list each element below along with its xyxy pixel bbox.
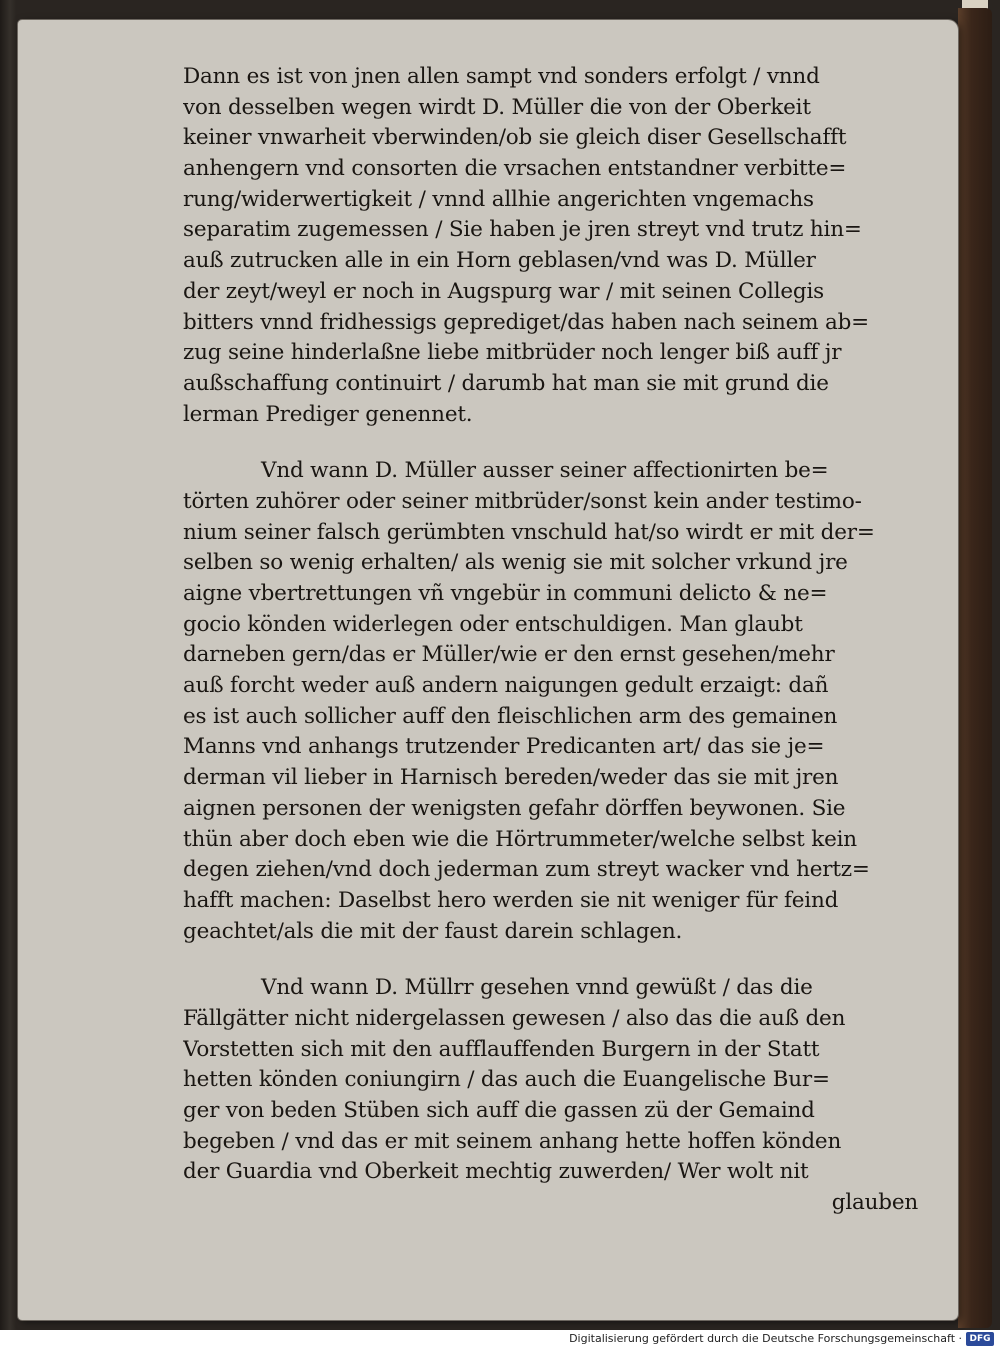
text-line: ger von beden Stüben sich auff die gassen zü der Gemaind — [183, 1098, 815, 1123]
text-line: Fällgätter nicht nidergelassen gewesen / also das die auß den — [183, 1005, 846, 1031]
text-line: Manns vnd anhangs trutzender Predicanten art/ das sie je= — [183, 734, 825, 760]
paragraph-1 — [183, 62, 918, 430]
text-line: lerman Prediger genennet. — [183, 401, 473, 427]
text-line: auß zutrucken alle in ein Horn geblasen/vnd was D. Müller — [183, 248, 816, 274]
text-line: Vnd wann D. Müllrr gesehen vnnd gewüßt / das die — [261, 975, 813, 1001]
paragraph-gap — [183, 430, 918, 456]
paragraph-2 — [183, 456, 918, 947]
text-line: aignen personen der wenigsten gefahr dörffen beywonen. Sie — [183, 795, 846, 821]
text-line: der Guardia vnd Oberkeit mechtig zuwerden/ Wer wolt nit — [183, 1159, 809, 1185]
dfg-logo: DFG — [966, 1332, 994, 1346]
text-line: geachtet/als die mit der faust darein schlagen. — [183, 918, 683, 944]
footer-bar — [0, 1330, 1000, 1349]
text-line: rung/widerwertigkeit / vnnd allhie angerichten vngemachs — [183, 186, 814, 212]
catchword: glauben — [831, 1190, 918, 1216]
text-line: keiner vnwarheit vberwinden/ob sie gleich diser Gesellschafft — [183, 125, 847, 151]
text-line: darneben gern/das er Müller/wie er den ernst gesehen/mehr — [183, 642, 835, 668]
text-line: Vorstetten sich mit den aufflauffenden Burgern in der Statt — [183, 1036, 820, 1062]
text-line: außschaffung continuirt / darumb hat man sie mit grund die — [183, 370, 829, 396]
text-line: aigne vbertrettungen vñ vngebür in communi delicto & ne= — [183, 581, 828, 606]
text-line: selben so wenig erhalten/ als wenig sie mit solcher vrkund jre — [183, 550, 848, 576]
text-line: zug seine hinderlaßne liebe mitbrüder noch lenger biß auff jr — [183, 340, 842, 366]
text-line: hetten könden coniungirn / das auch die Euangelische Bur= — [183, 1067, 830, 1093]
paragraph-gap — [183, 947, 918, 973]
text-line: auß forcht weder auß andern naigungen gedult erzaigt: dañ — [183, 673, 829, 699]
text-line: von desselben wegen wirdt D. Müller die von der Oberkeit — [183, 94, 811, 120]
text-line: separatim zugemessen / Sie haben je jren streyt vnd trutz hin= — [183, 217, 862, 243]
text-line: der zeyt/weyl er noch in Augspurg war / mit seinen Collegis — [183, 278, 825, 304]
text-line: hafft machen: Daselbst hero werden sie nit weniger für feind — [183, 887, 839, 913]
page-text — [183, 62, 918, 1219]
text-line: Vnd wann D. Müller ausser seiner affectionirten be= — [261, 458, 829, 484]
text-line: Dann es ist von jnen allen sampt vnd sonders erfolgt / vnnd — [183, 64, 820, 89]
text-line: nium seiner falsch gerümbten vnschuld hat/so wirdt er mit der= — [183, 519, 875, 545]
text-line: thün aber doch eben wie die Hörtrummeter/welche selbst kein — [183, 826, 857, 852]
text-line: begeben / vnd das er mit seinem anhang hette hoffen könden — [183, 1128, 842, 1154]
text-line: es ist auch sollicher auff den fleischlichen arm des gemainen — [183, 703, 838, 729]
text-line: bitters vnnd fridhessigs geprediget/das haben nach seinem ab= — [183, 309, 869, 335]
text-line: anhengern vnd consorten die vrsachen entstandner verbitte= — [183, 156, 847, 182]
text-line: derman vil lieber in Harnisch bereden/weder das sie mit jren — [183, 765, 839, 791]
paragraph-3 — [183, 973, 918, 1188]
text-line: degen ziehen/vnd doch jederman zum streyt wacker vnd hertz= — [183, 857, 870, 883]
funding-notice: Digitalisierung gefördert durch die Deutsche Forschungsgemeinschaft · — [569, 1332, 962, 1345]
text-line: törten zuhörer oder seiner mitbrüder/sonst kein ander testimo- — [183, 488, 862, 514]
text-line: gocio könden widerlegen oder entschuldigen. Man glaubt — [183, 611, 803, 637]
book-spine-edge — [958, 8, 992, 1328]
